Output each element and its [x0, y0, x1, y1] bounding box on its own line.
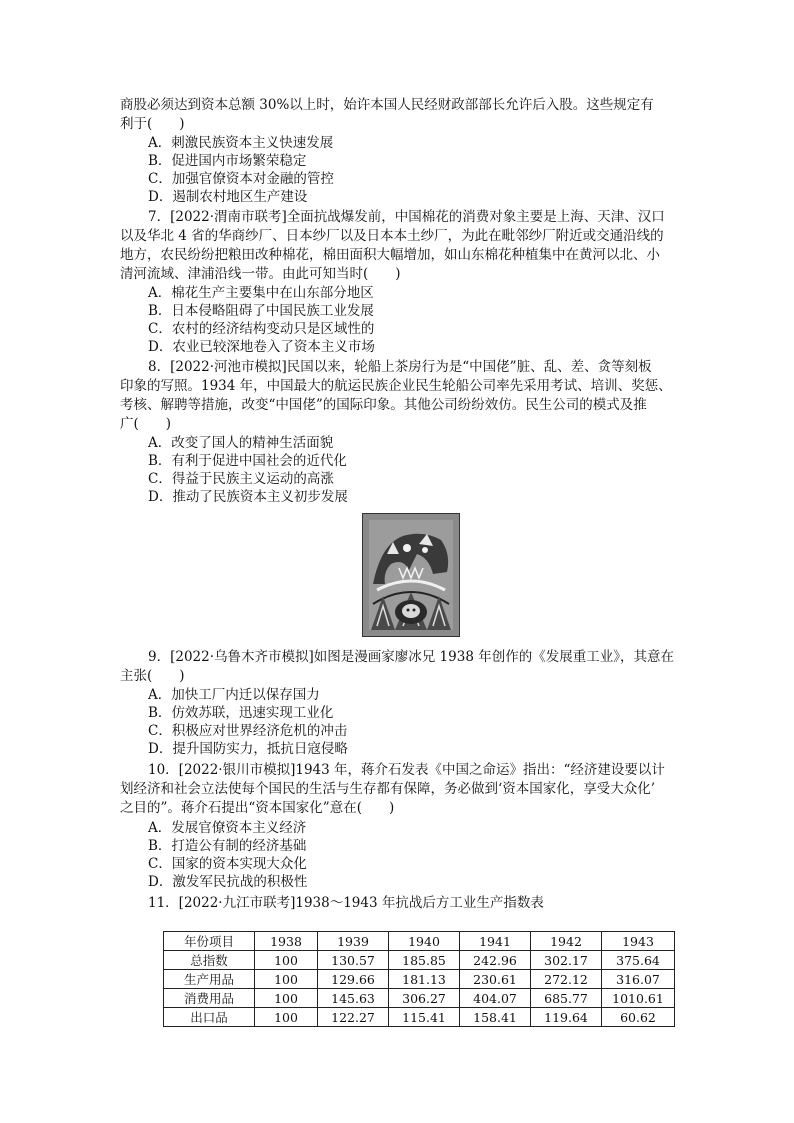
q8-stem-line-1: 8．[2022·河池市模拟]民国以来，轮船上茶房行为是“中国佬”脏、乱、差、贪等刻板 [148, 359, 652, 375]
table-cell: 1010.61 [602, 989, 675, 1008]
table-row [164, 989, 675, 1008]
table-cell: 100 [255, 951, 318, 970]
table-header-cell: 1941 [460, 932, 531, 951]
q9-option-c: C．积极应对世界经济危机的冲击 [148, 723, 348, 739]
table-header-cell: 1942 [531, 932, 602, 951]
q8-option-c: C．得益于民族主义运动的高涨 [148, 471, 334, 487]
q10-option-a: A．发展官僚资本主义经济 [148, 820, 307, 836]
table-cell: 158.41 [460, 1008, 531, 1027]
table-cell: 375.64 [602, 951, 675, 970]
table-cell: 302.17 [531, 951, 602, 970]
table-header-cell: 年份项目 [164, 932, 255, 951]
table-cell: 总指数 [164, 951, 255, 970]
q9-stem-line-2: 主张( ) [120, 668, 185, 684]
q9-option-b: B．仿效苏联，迅速实现工业化 [148, 705, 334, 721]
table-cell: 130.57 [318, 951, 389, 970]
table-cell: 100 [255, 1008, 318, 1027]
q10-stem-line-3: 之目的”。蒋介石提出“资本国家化”意在( ) [120, 800, 395, 816]
q8-stem-line-4: 广( ) [120, 416, 172, 432]
table-cell: 消费用品 [164, 989, 255, 1008]
q8-stem-line-2: 印象的写照。1934 年，中国最大的航运民族企业民生轮船公司率先采用考试、培训、奖惩、 [120, 378, 672, 394]
table-header-cell: 1940 [389, 932, 460, 951]
table-row [164, 970, 675, 989]
q6-option-d: D．遏制农村地区生产建设 [148, 189, 308, 205]
table-cell: 119.64 [531, 1008, 602, 1027]
table-header-cell: 1938 [255, 932, 318, 951]
table-row [164, 1008, 675, 1027]
q6-option-c: C．加强官僚资本对金融的管控 [148, 171, 334, 187]
table-cell: 122.27 [318, 1008, 389, 1027]
q10-option-c: C．国家的资本实现大众化 [148, 856, 307, 872]
table-cell: 129.66 [318, 970, 389, 989]
table-header-cell: 1939 [318, 932, 389, 951]
table-cell: 100 [255, 989, 318, 1008]
table-cell: 242.96 [460, 951, 531, 970]
table-header-row [164, 932, 675, 951]
table-cell: 272.12 [531, 970, 602, 989]
q9-option-a: A．加快工厂内迁以保存国力 [148, 687, 320, 703]
q7-option-a: A．棉花生产主要集中在山东部分地区 [148, 285, 374, 301]
q10-stem-line-2: 划经济和社会立法使每个国民的生活与生存都有保障，务必做到‘资本国家化，享受大众化’ [120, 781, 656, 797]
table-cell: 115.41 [389, 1008, 460, 1027]
q8-option-b: B．有利于促进中国社会的近代化 [148, 453, 347, 469]
q9-stem-line-1: 9．[2022·乌鲁木齐市模拟]如图是漫画家廖冰兄 1938 年创作的《发展重工业》，其意在 [148, 649, 674, 665]
q7-stem-line-4: 清河流域、津浦沿线一带。由此可知当时( ) [120, 266, 401, 282]
q6-stem-line-2: 利于( ) [120, 116, 185, 132]
industrial-index-table [163, 931, 675, 1027]
cartoon-heavy-industry-image [362, 513, 460, 637]
table-cell: 出口品 [164, 1008, 255, 1027]
q7-stem-line-1: 7．[2022·渭南市联考]全面抗战爆发前，中国棉花的消费对象主要是上海、天津、汉口 [148, 209, 665, 225]
table-header-cell: 1943 [602, 932, 675, 951]
q10-option-d: D．激发军民抗战的积极性 [148, 874, 308, 890]
table-cell: 306.27 [389, 989, 460, 1008]
table-cell: 生产用品 [164, 970, 255, 989]
table-cell: 60.62 [602, 1008, 675, 1027]
q7-stem-line-3: 地方，农民纷纷把粮田改种棉花，棉田面积大幅增加，如山东棉花种植集中在黄河以北、小 [120, 247, 660, 263]
q7-option-d: D．农业已较深地卷入了资本主义市场 [148, 339, 375, 355]
table-cell: 145.63 [318, 989, 389, 1008]
table-cell: 181.13 [389, 970, 460, 989]
q10-option-b: B．打造公有制的经济基础 [148, 838, 307, 854]
q8-stem-line-3: 考核、解聘等措施，改变“中国佬”的国际印象。其他公司纷纷效仿。民生公司的模式及推 [120, 397, 647, 413]
q9-option-d: D．提升国防实力，抵抗日寇侵略 [148, 741, 348, 757]
q6-option-a: A．刺激民族资本主义快速发展 [148, 135, 334, 151]
q7-option-c: C．农村的经济结构变动只是区域性的 [148, 321, 375, 337]
q10-stem-line-1: 10．[2022·银川市模拟]1943 年，蒋介石发表《中国之命运》指出：“经济建设要以计 [148, 762, 665, 778]
q11-title: 11．[2022·九江市联考]1938～1943 年抗战后方工业生产指数表 [148, 895, 544, 911]
q6-stem-line-1: 商股必须达到资本总额 30%以上时，始许本国人民经财政部部长允许后入股。这些规定有 [120, 97, 654, 113]
q6-option-b: B．促进国内市场繁荣稳定 [148, 153, 307, 169]
cartoon-illustration [363, 514, 459, 636]
table-row [164, 951, 675, 970]
table-cell: 404.07 [460, 989, 531, 1008]
q8-option-a: A．改变了国人的精神生活面貌 [148, 435, 334, 451]
table-cell: 316.07 [602, 970, 675, 989]
table-cell: 100 [255, 970, 318, 989]
q7-stem-line-2: 以及华北 4 省的华商纱厂、日本纱厂以及日本本土纱厂，为此在毗邻纱厂附近或交通沿线的 [120, 228, 664, 244]
q7-option-b: B．日本侵略阻碍了中国民族工业发展 [148, 303, 374, 319]
q8-option-d: D．推动了民族资本主义初步发展 [148, 489, 348, 505]
table-cell: 185.85 [389, 951, 460, 970]
table-cell: 230.61 [460, 970, 531, 989]
table-cell: 685.77 [531, 989, 602, 1008]
